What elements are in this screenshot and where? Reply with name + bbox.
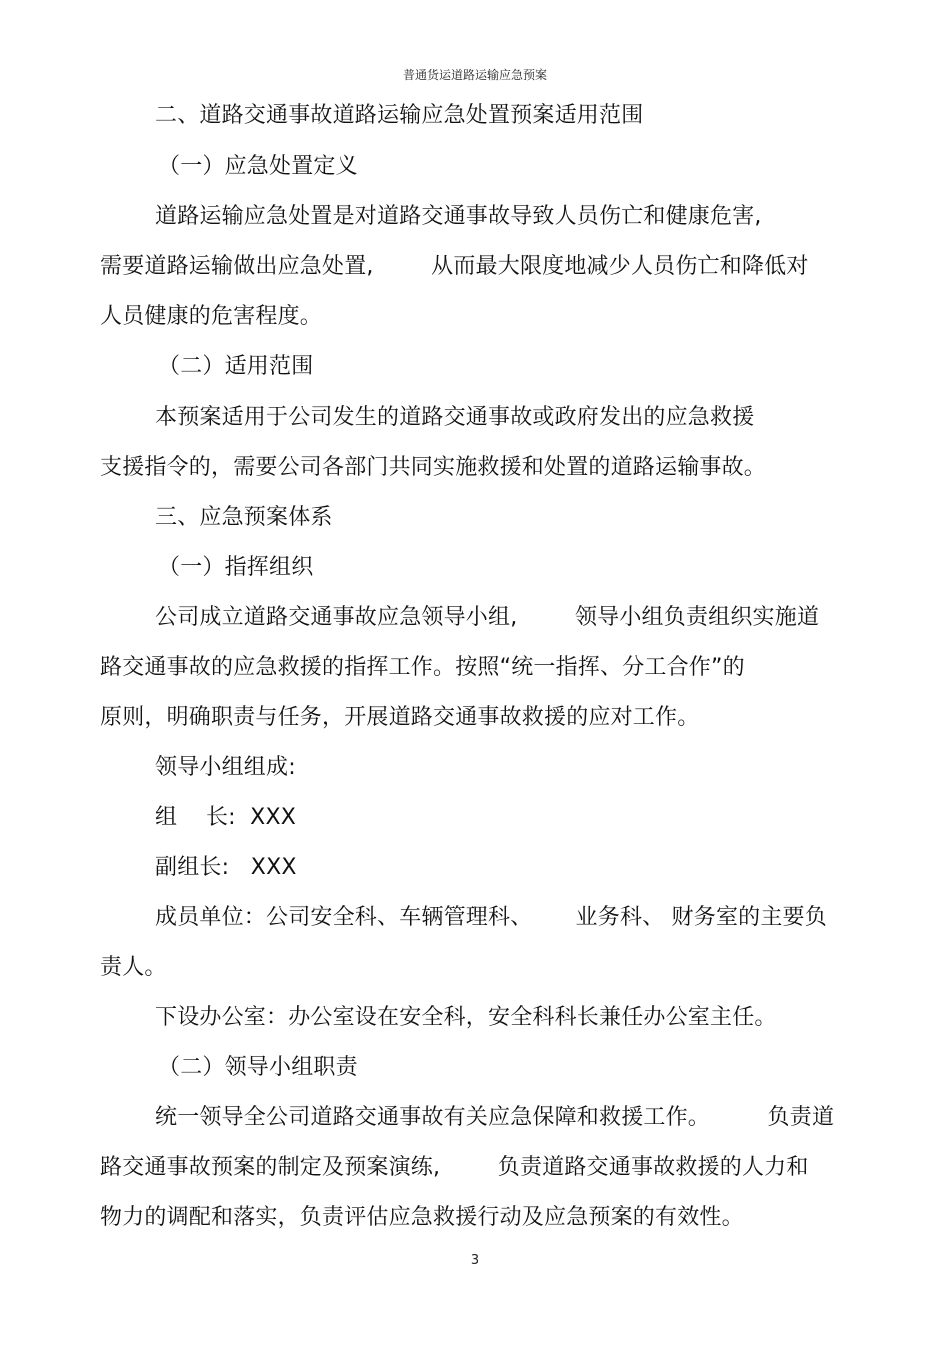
subsection-heading-duties: （二）领导小组职责 [158,1055,358,1080]
section-2-heading: 二、道路交通事故道路运输应急处置预案适用范围 [155,103,644,128]
definition-line-1: 道路运输应急处置是对道路交通事故导致人员伤亡和健康危害, [155,204,762,229]
member-units-line-2: 责人。 [100,955,167,980]
scope-line-2: 支援指令的，需要公司各部门共同实施救援和处置的道路运输事故。 [100,455,767,480]
command-line-2: 路交通事故的应急救援的指挥工作。按照“统一指挥、分工合作”的 [100,655,745,680]
definition-line-3: 人员健康的危害程度。 [100,304,323,329]
member-units-line-1: 成员单位：公司安全科、车辆管理科、 业务科、 财务室的主要负 [155,905,827,930]
office-line: 下设办公室：办公室设在安全科，安全科科长兼任办公室主任。 [155,1005,777,1030]
team-intro: 领导小组组成: [155,755,296,780]
subsection-heading-emergency-definition: （一）应急处置定义 [158,154,358,179]
duties-line-1: 统一领导全公司道路交通事故有关应急保障和救援工作。 负责道 [155,1105,835,1130]
command-line-3: 原则，明确职责与任务，开展道路交通事故救援的应对工作。 [100,705,700,730]
definition-line-2: 需要道路运输做出应急处置, 从而最大限度地减少人员伤亡和降低对 [100,254,809,279]
section-3-heading: 三、应急预案体系 [155,505,333,530]
team-leader: 组 长: XXX [155,805,296,830]
subsection-heading-command: （一）指挥组织 [158,555,314,580]
subsection-heading-scope: （二）适用范围 [158,354,314,379]
duties-line-2: 路交通事故预案的制定及预案演练, 负责道路交通事故救援的人力和 [100,1155,809,1180]
running-header: 普通货运道路运输应急预案 [402,68,547,82]
page-number: 3 [470,1253,480,1268]
team-deputy: 副组长: XXX [155,855,297,880]
duties-line-3: 物力的调配和落实，负责评估应急救援行动及应急预案的有效性。 [100,1205,744,1230]
scope-line-1: 本预案适用于公司发生的道路交通事故或政府发出的应急救援 [155,405,755,430]
command-line-1: 公司成立道路交通事故应急领导小组, 领导小组负责组织实施道 [155,605,820,630]
